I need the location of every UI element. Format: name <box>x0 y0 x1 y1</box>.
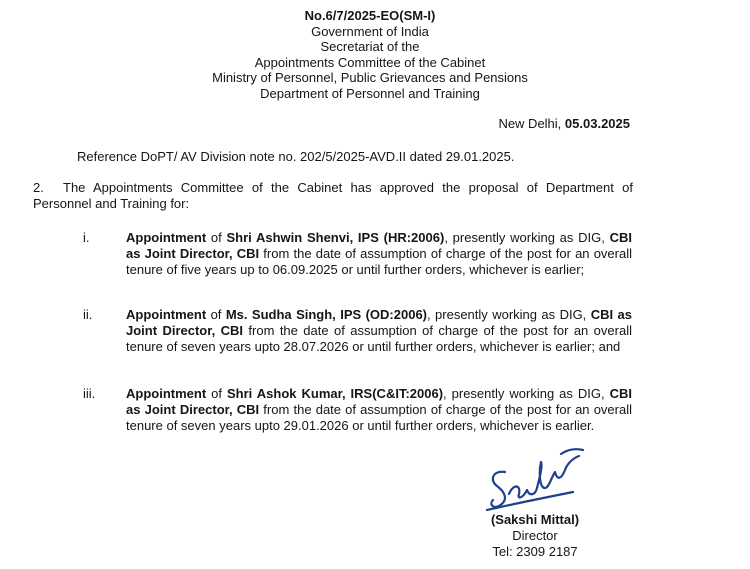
item-rest: from the date of assumption of charge of the post for an overall tenure of seven years upto 29.01.2026 or until further orders, whichever is earlier. <box>126 402 632 433</box>
signature-block <box>470 512 600 560</box>
date-place: New Delhi, <box>498 116 562 131</box>
item-lead: Appointment <box>126 386 207 401</box>
signature-stroke <box>491 472 505 507</box>
signatory-name: (Sakshi Mittal) <box>490 512 580 527</box>
list-item <box>83 307 635 355</box>
item-text <box>126 386 632 434</box>
item-post: CBI as Joint Director, CBI <box>126 386 632 417</box>
header-committee: Appointments Committee of the Cabinet <box>254 54 486 70</box>
item-post: CBI as Joint Director, CBI <box>126 307 632 338</box>
paragraph-text: The Appointments Committee of the Cabinet has approved the proposal of Department of Personnel and Training for: <box>33 180 633 211</box>
item-of: of <box>206 386 227 401</box>
header-secretariat: Secretariat of the <box>320 39 420 54</box>
item-text <box>126 230 632 278</box>
list-item <box>83 230 635 278</box>
list-item <box>83 386 635 434</box>
header-ministry: Ministry of Personnel, Public Grievances and Pensions <box>212 70 528 85</box>
header-department: Department of Personnel and Training <box>260 85 480 101</box>
item-lead: Appointment <box>126 307 207 322</box>
letterhead <box>150 8 590 101</box>
item-mid: , presently working as DIG, <box>443 386 610 401</box>
reference-line: Reference DoPT/ AV Division note no. 202/5/2025-AVD.II dated 29.01.2025. <box>77 149 515 164</box>
paragraph-2 <box>33 180 633 212</box>
signatory-designation: Director <box>512 528 558 543</box>
item-numeral: i. <box>83 230 90 245</box>
item-of: of <box>206 230 227 245</box>
item-rest: from the date of assumption of charge of the post for an overall tenure of seven years upto 28.07.2026 or until further orders, whichever is earlier; and <box>126 323 632 354</box>
paragraph-number: 2. <box>33 180 44 195</box>
handwritten-signature <box>483 444 593 514</box>
file-number: No.6/7/2025-EO(SM-I) <box>304 8 436 23</box>
header-government: Government of India <box>311 23 429 39</box>
item-of: of <box>206 307 226 322</box>
item-text <box>126 307 632 355</box>
item-officer-name: Shri Ashwin Shenvi, IPS (HR:2006) <box>226 230 445 245</box>
date-value: 05.03.2025 <box>564 116 630 131</box>
signature-stroke <box>509 456 579 497</box>
item-mid: , presently working as DIG, <box>427 307 591 322</box>
signatory-telephone: Tel: 2309 2187 <box>492 544 578 559</box>
item-numeral: ii. <box>83 307 93 322</box>
item-mid: , presently working as DIG, <box>444 230 610 245</box>
item-numeral: iii. <box>83 386 96 401</box>
item-officer-name: Shri Ashok Kumar, IRS(C&IT:2006) <box>226 386 444 401</box>
item-post: CBI as Joint Director, CBI <box>126 230 632 261</box>
item-lead: Appointment <box>126 230 207 245</box>
item-officer-name: Ms. Sudha Singh, IPS (OD:2006) <box>225 307 427 322</box>
date-line <box>498 116 630 132</box>
item-rest: from the date of assumption of charge of the post for an overall tenure of five years up to 06.09.2025 or until further orders, whichever is earlier; <box>126 246 632 277</box>
signature-stroke <box>561 449 583 454</box>
